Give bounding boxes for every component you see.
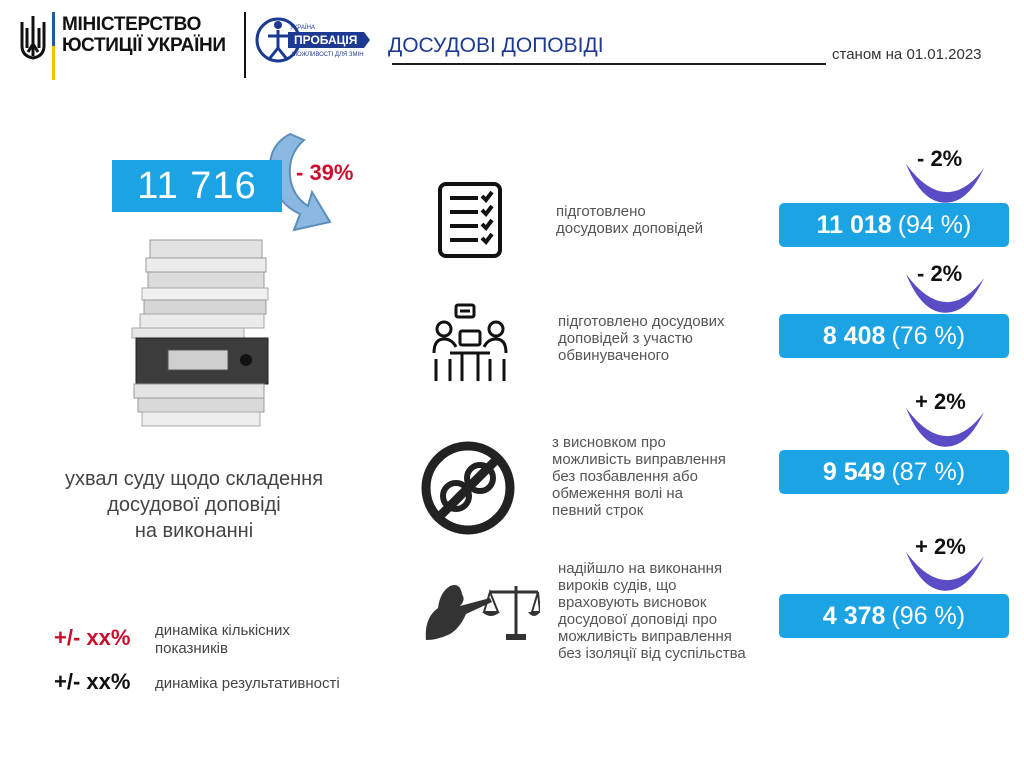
legend-quantitative-text bbox=[155, 622, 355, 658]
row4-delta: + 2% bbox=[915, 534, 966, 559]
row4-text-line5: можливість виправлення bbox=[558, 628, 732, 645]
row1-percent: (94 %) bbox=[897, 210, 972, 239]
legend-performance-symbol: +/- xx% bbox=[54, 669, 131, 694]
row2-percent: (76 %) bbox=[891, 321, 966, 350]
ministry-name bbox=[62, 14, 226, 56]
row3-text-line4: обмеження волі на bbox=[552, 485, 684, 502]
row1-description bbox=[556, 203, 703, 237]
row3-stat-box bbox=[779, 450, 1009, 494]
row4-description bbox=[558, 560, 746, 662]
caption-line3: на виконанні bbox=[134, 520, 254, 542]
meeting-icon bbox=[430, 303, 510, 383]
flag-bar bbox=[52, 12, 55, 80]
row4-text-line3: враховують висновок bbox=[558, 594, 707, 611]
row4-text-line6: без ізоляції від суспільства bbox=[558, 645, 746, 662]
as-of-date: станом на 01.01.2023 bbox=[832, 46, 982, 63]
row1-delta: - 2% bbox=[917, 146, 963, 171]
checklist-icon bbox=[430, 180, 510, 260]
no-handcuffs-icon bbox=[420, 440, 516, 536]
legend-quantitative-line2: показників bbox=[155, 640, 228, 657]
ministry-line1: МІНІСТЕРСТВО bbox=[62, 14, 202, 35]
row4-value: 4 378 bbox=[822, 601, 886, 630]
row3-text-line5: певний строк bbox=[552, 502, 644, 519]
row3-text-line3: без позбавлення або bbox=[552, 468, 698, 485]
caption-line2: досудової доповіді bbox=[107, 494, 281, 516]
row2-value: 8 408 bbox=[822, 321, 886, 350]
trident-emblem-icon bbox=[18, 14, 48, 64]
legend-performance-text: динаміка результативності bbox=[155, 675, 340, 692]
logo-small-top: УКРАЇНА bbox=[290, 25, 315, 31]
total-orders-box: 11 716 bbox=[112, 160, 282, 212]
page-title: ДОСУДОВІ ДОПОВІДІ bbox=[388, 34, 604, 57]
title-underline bbox=[392, 63, 826, 65]
legend-quantitative-symbol: +/- xx% bbox=[54, 625, 131, 650]
probation-logo bbox=[254, 12, 372, 68]
row4-percent: (96 %) bbox=[891, 601, 966, 630]
row3-text-line2: можливість виправлення bbox=[552, 451, 726, 468]
row4-text-line1: надійшло на виконання bbox=[558, 560, 723, 577]
row1-text-line1: підготовлено bbox=[556, 203, 646, 220]
row3-percent: (87 %) bbox=[891, 457, 966, 486]
ministry-line2: ЮСТИЦІЇ УКРАЇНИ bbox=[62, 35, 226, 56]
row4-text-line4: досудової доповіді про bbox=[558, 611, 718, 628]
row2-delta: - 2% bbox=[917, 261, 963, 286]
row2-text-line3: обвинуваченого bbox=[558, 347, 670, 364]
logo-small-bottom: МОЖЛИВОСТІ ДЛЯ ЗМІН bbox=[292, 52, 364, 58]
legend-quantitative-line1: динаміка кількісних bbox=[155, 622, 290, 639]
caption-line1: ухвал суду щодо складення bbox=[64, 468, 324, 490]
row2-text-line2: доповідей з участю bbox=[558, 330, 693, 347]
row2-stat-box bbox=[779, 314, 1009, 358]
row1-value: 11 018 bbox=[816, 210, 892, 239]
row3-description bbox=[552, 434, 726, 519]
row1-text-line2: досудових доповідей bbox=[556, 220, 704, 237]
row3-text-line1: з висновком про bbox=[552, 434, 666, 451]
row4-text-line2: вироків судів, що bbox=[558, 577, 677, 594]
logo-main-text: ПРОБАЦІЯ bbox=[294, 33, 358, 47]
header-separator bbox=[244, 12, 246, 78]
row2-description bbox=[558, 313, 724, 364]
document-folders-icon bbox=[128, 238, 274, 428]
row3-value: 9 549 bbox=[822, 457, 886, 486]
row1-stat-box bbox=[779, 203, 1009, 247]
justice-icon bbox=[420, 578, 540, 644]
total-change: - 39% bbox=[296, 160, 354, 185]
orders-caption bbox=[40, 466, 348, 544]
row4-stat-box bbox=[779, 594, 1009, 638]
row3-delta: + 2% bbox=[915, 389, 966, 414]
row2-text-line1: підготовлено досудових bbox=[558, 313, 725, 330]
